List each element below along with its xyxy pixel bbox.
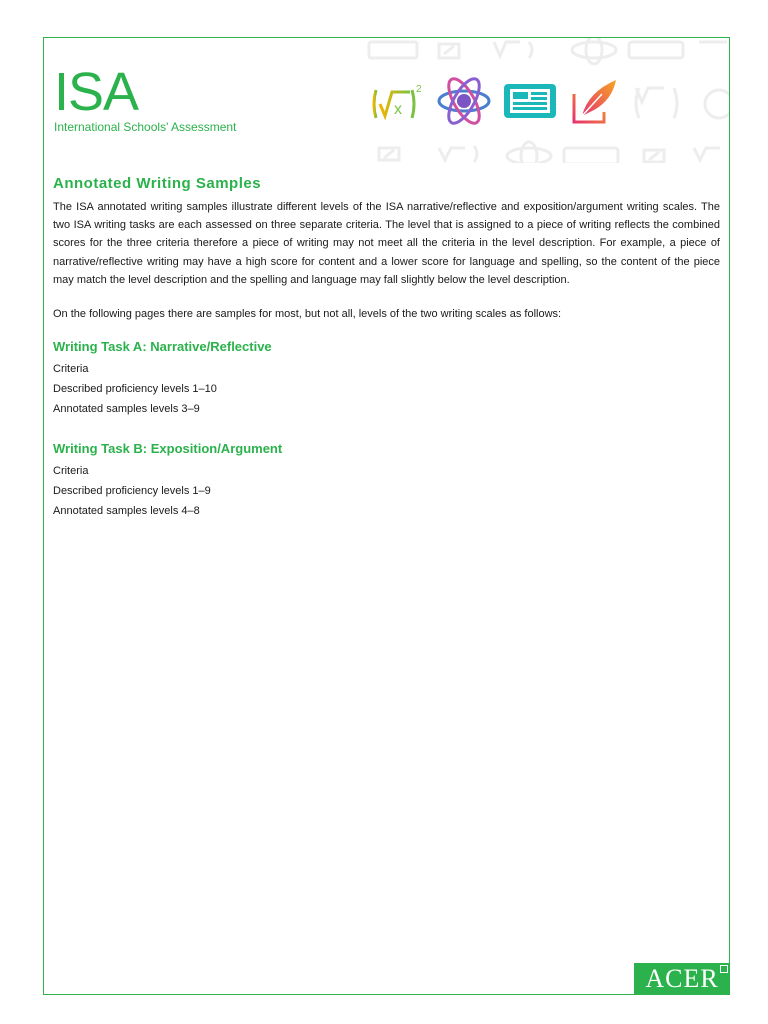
svg-text:x: x [394,101,402,118]
subject-icons [370,76,624,126]
logo-mark: ISA [54,62,139,122]
intro-paragraph: The ISA annotated writing samples illustrate different levels of the ISA narrative/reflective and exposition/argument writing scales. The two ISA writing tasks are each assessed on three separate criteria. The level that is assigned to a piece of writing reflects the combined scores for the three criteria therefore a piece of writing may not meet all the criteria in the level description. For example, a piece of narrative/reflective writing may have a high score for content and a lower score for language and spelling, so the content of the piece may match the level description and the spelling and language may fall slightly below the level description. [53,201,720,286]
list-item: Described proficiency levels 1–9 [53,485,211,498]
quill-writing-icon [568,76,624,126]
acer-corner-mark [720,965,728,973]
square-root-math-icon [370,76,426,126]
list-item: Annotated samples levels 4–8 [53,505,200,518]
following-pages-text: On the following pages there are samples for most, but not all, levels of the two writing scales as follows: [53,308,562,321]
logo-subtitle: International Schools' Assessment [54,120,237,134]
list-item: Annotated samples levels 3–9 [53,403,200,416]
list-item: Criteria [53,363,89,376]
list-item: Criteria [53,465,89,478]
main-content [53,175,720,521]
atom-science-icon [436,76,492,126]
task-a-heading: Writing Task A: Narrative/Reflective [53,339,272,355]
task-a-list [53,359,720,419]
page-frame [43,37,730,995]
tablet-reading-icon [502,76,558,126]
task-b-heading: Writing Task B: Exposition/Argument [53,441,283,457]
acer-logo [634,963,730,995]
isa-logo [54,62,237,134]
acer-logo-text: ACER [645,964,719,993]
list-item: Described proficiency levels 1–10 [53,383,217,396]
page-title: Annotated Writing Samples [53,175,262,192]
svg-text:2: 2 [416,84,422,95]
task-b-list [53,461,720,521]
